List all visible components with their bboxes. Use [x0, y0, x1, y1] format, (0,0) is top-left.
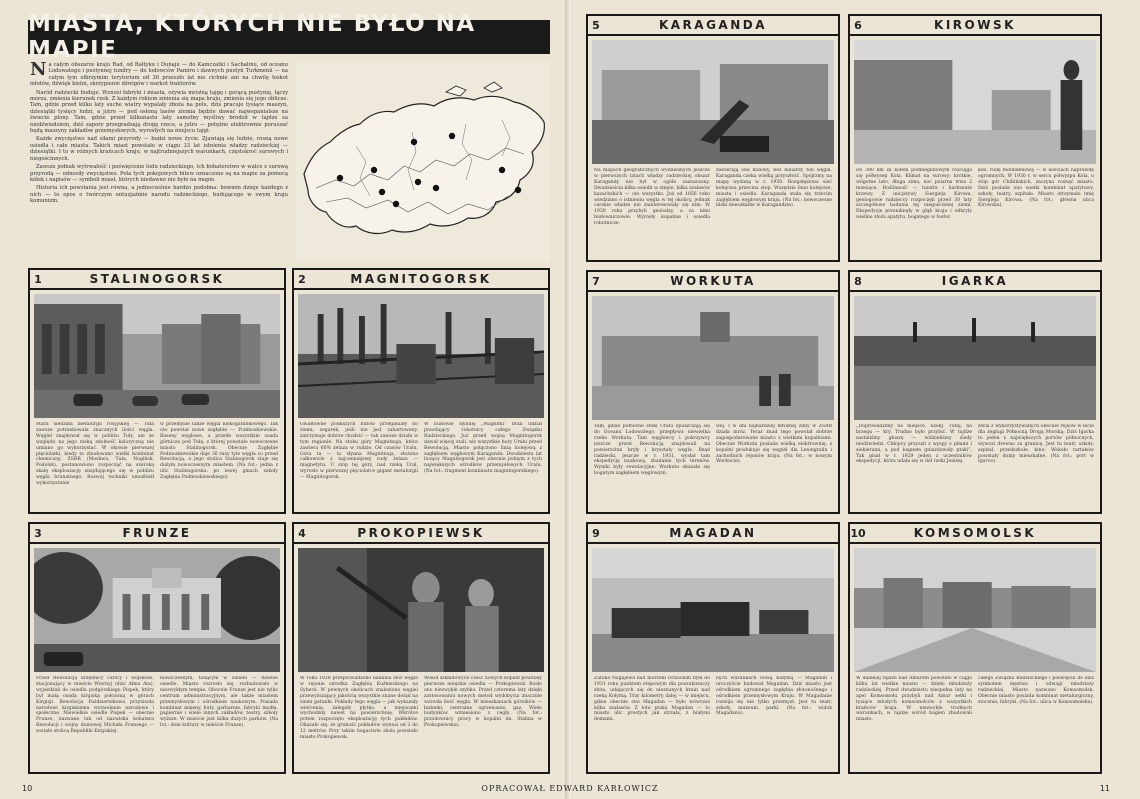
panel-number: 10: [850, 526, 866, 540]
left-page: [0, 0, 568, 799]
page-number-left: 10: [22, 784, 33, 793]
panel-number: 7: [592, 274, 600, 288]
panel-text: [594, 424, 832, 508]
panel-text-column: Zatoka Nagajewa nad morzem Ochockim była do 1931 roku punktem etapowym dla poszukiwaczy złota, udających się do nieznanych krain nad rzeką Kołymą. Trzy kilometry dalej — w miejscu, gdzie obecnie stoi Magadan — było wówczas kilka szałasów. Z lotu ptaka Magadan — to miasto ulic prostych jak strzała, z białymi domami.: [594, 676, 710, 723]
panel-text-column: zeria z wykorzystywanych obecnie rejsów w lecie dla żeglugi Północną Drogą Morską. Dziś Igarka to jeden z największych portów północnych, wywozi drewno za granicę. Jest tu teatr, szkoły, szpital, przedszkole, kino. Wokoło tartaków powstały domy mieszkalne. (Na fot.: port w Igarce).: [978, 424, 1094, 465]
panel-text-column: Stara siedziba metalurgii rosyjskiej — Tuła zawsze potrzebowała znacznych ilości węgla. Węgiel znajdował się w pobliżu Tuły, ale ze względu na jego niską zdolność kaloryczną nie umiano go wykorzystać. W okresie pierwszej pięciolatki, kiedy to zbudowano wielki kombinat chemiczny, ZSRR (Moskwa, Tuła, Nogińsk, Podolsk), postanowiono rozpocząć na szeroką skalę eksploatację znajdującego się w pobliżu węgla brunatnego. Rozwój techniki umożliwił wykorzystanie: [36, 422, 154, 487]
panel-text-column: W roku 1928 przeprowadzono badania złóż węgla w rejonie ośrodka Zagłębia Kuźnieckiego na Syberii. W pewnych okolicach znaleziono węgiel przewyższający jakością wszystkie znane dotąd na ziemi gatunki. Pokłady tego węgla — jak wykazały wiercenia, zalegały płytko, a miejscami wychodziły nawet na powierzchnię. Wkrótce potem rozpoczęto eksploatację tych pokładów. Okazało się, że grubość pokładów wynosi od 2 do 12 metrów. Przy takim bogactwie złoża powstało miasto Prokopiewsk.: [300, 676, 418, 741]
photo-frunze: [34, 548, 280, 672]
panel-city-name: WORKUTA: [670, 274, 756, 288]
panel-number: 9: [592, 526, 600, 540]
panel-number: 1: [34, 272, 42, 286]
panel-city-name: KIROWSK: [934, 18, 1016, 32]
ussr-map: [296, 62, 550, 262]
panel-prokopiewsk: [292, 522, 550, 774]
photo-igarka: [854, 296, 1096, 420]
panel-text: [856, 676, 1094, 768]
panel-kirowsk: [848, 14, 1102, 262]
panel-number: 8: [854, 274, 862, 288]
panel-text: [36, 422, 278, 508]
intro-paragraph: Naród radziecki buduje. Wznosi fabryki i miasta, ożywia mroźną tajgę i gorącą pustynię, łączy morza, zmienia kierunek rzek. Z każdym rokiem zmienia się mapa kraju, zmienia się jego oblicze. Tam, gdzie przed kilku laty suche wiatry wypalały zboża na polu, dziś pracuje tysiące maszyn, dziesiątki tysięcy ludzi, a jutro — pod osłoną lasów ziemia będzie dawać najwspanialsze na świecie plony. Tam, gdzie przed kilkunastu laty samotny myśliwy brodził w tajdze za niedźwiedziem, dziś zapory przegradzają drogę rzece, a jutro — potężne elektrownie poruszać będą maszyny zakładów przemysłowych, wyrosłych na miejscu tajgi.: [30, 89, 288, 135]
panel-city-name: STALINOGORSK: [89, 272, 225, 286]
panel-text-column: kiel, rudę molibdenową — w ilościach naprawdę ogromnych. W 1930 r. w sercu półwyspu Kola, u stóp gór Chibińskich, zaczyna rosnąć miasto. Dziś posiada ono wielki kombinat apatytowy, szkoły, teatry, szpitale. Miasto otrzymało imię Siergieja Kirowa. (Na fot.: główna ulica Kirowska).: [978, 168, 1094, 209]
intro-paragraph: Zawsze jednak wytrwałość i poświęcenie ludu radzieckiego, ich bohaterstwo w walce z surową przyrodą — odnosiły zwycięstwo. Pola tych pokojowych bitew oznaczone są na mapie za pomocą kółek i napisów — symboli miast, których niedawno nie było na mapie.: [30, 164, 288, 183]
panel-header: [850, 16, 1100, 36]
panel-number: 2: [298, 272, 306, 286]
panel-magnitogorsk: [292, 268, 550, 514]
panel-text-column: Przed Rewolucją urzędnicy carscy i wojskowi, stacjonujący w mieście Wiernyj (dziś Ałma Ata), wyjeżdżali do osiedla podgórskiego Pispek, który był małą osadą kirgiską położoną w górach Kirgizji. Rewolucja Październikowa przyniosła narodowi kirgiskiemu wyzwolenie narodowe i społeczne. Niewielkie osiedle Pispek — obecnie Frunze, nazwane tak od nazwiska bohatera Rewolucji i wojny domowej Michała Frunzego — zostało stolicą Republiki Kirgiskiej.: [36, 676, 154, 735]
right-page: [572, 0, 1140, 799]
panel-header: [588, 16, 838, 36]
panel-text-column: Tam, gdzie północne stoki Uralu opuszczają się do Oceanu Lodowatego, przepływa niewielka rzeka Workuta. Tam węglowcy i pokrzywcy jeszcze przed Rewolucją znajdowali na powierzchni bryły i kryształy węgla. Rząd radziecki, jeszcze w r. 1931, wysłał tam ekspedycję naukową, zbadanie tych terenów. Wyniki były rewelacyjne: Workuta okazała się bogatym zagłębiem węglowym.: [594, 424, 710, 477]
panel-header: [30, 524, 284, 544]
panel-header: [850, 272, 1100, 292]
photo-komsomolsk: [854, 548, 1096, 672]
panel-number: 6: [854, 18, 862, 32]
photo-karaganda: [592, 40, 834, 164]
panel-header: [850, 524, 1100, 544]
panel-text-column: Na mapach geograficznych wydawanych jeszcze w pierwszych latach władzy radzieckiej obszar Karagandy nie był w ogóle zaznaczony. Dwadzieścia kilka osiedli w stepie, kilka szałasów kazachskich — oto wszystko. Już od 1856 roku wiedziano o istnieniu węgla w tej okolicy, jednak carskie władze nie zainteresowały się nim. W 1930 roku przybyli geolodzy, a za nimi budowniczowie. Wyrosły kopalnie i osiedla robotnicze.: [594, 168, 710, 227]
panel-magadan: [586, 522, 840, 774]
panel-text-column: nych warunkach nową Kołymą — Magadan i uroczyście budował Magadan. Dziś miasto jest ośrodkiem ogromnego zagłębia złotonośnego i ośrodkiem przemysłowym Kraju. W Magadanie rozwija się nie tylko przemysł. Jest tu teatr, szkoły, muzeum, parki. (Na fot.: widok Magadanu).: [716, 676, 832, 717]
panel-header: [294, 270, 548, 290]
panel-text-column: W dalekiej tajdze nad Amurem powstało w ciągu kilku lat wielkie miasto — dzieło młodzieży radzieckiej. Przed dwudziestu niespełna laty na apel Komsomołu przybyli nad Amur setki i tysiące młodych komsomolców z wszystkich krańców kraju. W niezwykle trudnych warunkach, w tajdze wśród bagien zbudowali miasto.: [856, 676, 972, 723]
photo-magadan: [592, 548, 834, 672]
panel-number: 5: [592, 18, 600, 32]
panel-city-name: PROKOPIEWSK: [357, 526, 485, 540]
article-intro: [30, 62, 288, 262]
panel-workuta: [586, 270, 840, 514]
article-title: MIASTA, KTÓRYCH NIE BYŁO NA MAPIE: [28, 20, 550, 54]
intro-paragraph: Na całym obszarze kraju Rad, od Bałtyku i Dunaju — do Kamczatki i Sachalinu, od oceanu Lodowatego i pustynnej tundry — do lodowców Pamiru i dawnych pustyń Turkmenii — na całym tym olbrzymim terytorium od 30 przeszło lat nie cichnie ani na chwilę łoskot młotów, dźwięk kielni, skrzypienie dźwigów i warkot traktorów.: [30, 62, 288, 88]
panel-text-column: w przemyśle także węgla niskogatunkowego. Tak oto powstał nowe zagłębie — Podmoskiewskie. Baseny węglowe, a przede wszystkim osada górnicza pod Tułą, z której powstało nowoczesne miasto Stalinogorsk. Obecnie Zagłębie Podmoskiewskie daje 36 razy tyle węgla co przed Rewolucją, a jego stolica Stalinogorsk staje się dużym nowoczesnym miastem. (Na fot.: jedna z ulic Stalinogorska: po lewej gmach szkoły Zagłębia Podmoskiewskiego).: [160, 422, 278, 481]
panel-text-column: Do 380 km za kołem podbiegunowym rozciąga się półwysep Kola. Klimat na surowy: krótkie, wilgotne lato, długa zima, noc polarna trwa 2 miesiące. Roślinność — tundra i karłowate krzewy. Z inicjatywy Siergieja Kirowa, geologowie radzieccy rozpoczęli przed 30 laty szczegółowe badania tej niegościnnej ziemi. Ekspedycje przeniknęły w głąb kraju i odkryły wielkie złoża apatytu, bogatego w fosfor.: [856, 168, 972, 221]
panel-text-column: wej. I w dni najbardziej mroźnej zimy w ZSRR działa mróz. Teraz znad tego powstał dobrze zagospodarowane miasto z wielkimi kopalniami. Obecnie Workuta posiada wielką elektrownię, z kopalni produkuje się węgiel dla Leningradu i zachodnich rejonów kraju. (Na fot.: w nowym Workucie).: [716, 424, 832, 465]
panel-city-name: MAGNITOGORSK: [350, 272, 492, 286]
panel-text-column: całego Związku Radzieckiego i poświęcili do dziś symbolem męstwa i odwagi młodzieży radzieckiej. Miasto nazwano Komsomolsk. Obecnie miasto posiada kombinat metalurgiczny, stocznie, fabryki. (Na fot.: ulica w Komsomolsku).: [978, 676, 1094, 705]
panel-text: [300, 676, 542, 768]
intro-paragraph: Każde zwycięstwo nad siłami przyrody — budzi nowe życie. Zjawiają się ludzie, rosną nowe osiedla i całe miasta. Takich miast powstało w ciągu 33 lat istnienia władzy radzieckiej — dziesiątki. I to w różnych krańcach kraju, w najtrudniejszych warunkach, częstokroć surowych i niegościnnych.: [30, 136, 288, 162]
panel-text: [36, 676, 278, 768]
panel-text-column: W budowie słynnej „Magnitki” brali udział przodujący robotnicy całego Związku Radzieckiego. Już przed wojną Magnitogorsk dawał więcej stali, niż wszystkie huty Uralu przed Rewolucją. Miasto połączono linią kolejową z zagłębiem węglowym Karaganda. Dwudziestu lat liczący Magnitogorsk jest obecnie jednym z tych największych ośrodków przemysłowych Uralu. (Na fot.: fragment kombinatu magnitogorskiego).: [424, 422, 542, 475]
panel-number: 4: [298, 526, 306, 540]
ussr-map-drawing: [296, 62, 550, 262]
photo-workuta: [592, 296, 834, 420]
panel-text: [594, 168, 832, 256]
panel-city-name: IGARKA: [941, 274, 1009, 288]
drop-cap: N: [30, 62, 47, 80]
panel-text-column: nowoczesnym, tonącym w zieleni — dawnie osiedle. Miasto rozrosło się, rozbudowało w niezwykłym tempie. Obecnie Frunze jest nie tylko centrum administracyjnym, ale także miastem przemysłowym i ośrodkiem naukowym. Posiada kombinat mięsny, huty, garbarnie, fabryki mydła, papiernie i wiele innych zakładów, teatry, szkoły wyższe. W mieście jest kilka dużych parków. (Na fot.: dom kultury w mieście Frunze).: [160, 676, 278, 729]
panel-city-name: MAGADAN: [669, 526, 757, 540]
photo-magnitogorsk: [298, 294, 544, 418]
page-number-right: 11: [1099, 784, 1110, 793]
panel-text-column: „Doprowadzimy na miejsce, Szołg. Tutaj, na brzegu — kry. Trudno było przybić. W tajdze zastaliśmy głuszę — widzieliśmy ślady niedźwiedzi. Chłopcy przyszli z wyspy z piłami i siekierami, a pod bagnem gniazdowały ptaki”. Tak pisał w r. 1929 jeden z uczestników ekspedycji, która udała się w dół rzeki Jenisej.: [856, 424, 972, 465]
panel-komsomolsk: [848, 522, 1102, 774]
author-credit: OPRACOWAŁ EDWARD KARŁOWICZ: [481, 784, 659, 793]
panel-text-column: Wokół szkładowych cześć nowych kopalń powstały pierwsze miejskie osiedla — Prokopiewsk. Rosło ono niezwykle szybko. Przed czterema laty dzięki zastosowaniu nowych metod wydobycia znacznie wzrosła ilość węgla. W mieszkaniach górników — łazienki, centralne ogrzewanie, gaz. Wiele budynków wzniesiono z cegły. (Na fot.: przodownicy pracy w kopalni im. Stalina w Prokopiewsku).: [424, 676, 542, 729]
panel-text: [300, 422, 542, 508]
panel-header: [588, 272, 838, 292]
photo-stalinogorsk: [34, 294, 280, 418]
panel-text-column: zawierają one miliony, bez miliardy ton węgla. Karaganda czeka wielką przyszłość. Spójrzmy na mapę wydaną w r. 1950. Rozgałęziona sieć kolejowa przecina step. Wszędzie linie kolejowe, miasta i osiedla. Karaganda stała się trzecim zagłębiem węglowym kraju. (Na fot.: nowoczesne bloki mieszkalne w Karagandzie).: [716, 168, 832, 209]
panel-city-name: KARAGANDA: [658, 18, 768, 32]
panel-text-column: Gwałtowne podkutych butów przeganiały do ziemi; zegarek, jeśli nie jest zahartowany, zatrzymuje dobrze chodzić — tak zawsze działa w tym regionie. Na stoku góry Magnitnaja, która zawiera 60% żelaza w rudzie. Od czasów Uralu, Góra ta — to słynna Magnitnaja, złożona całkowicie z najcenniejszej rudy żelaza — magnetytu. U stóp tej góry, nad rzeką Ural, wyrosło w pierwszej pięciolatce gigant metalurgii — Magnitogorsk.: [300, 422, 418, 481]
photo-prokopiewsk: [298, 548, 544, 672]
photo-kirowsk: [854, 40, 1096, 164]
panel-igarka: [848, 270, 1102, 514]
panel-header: [588, 524, 838, 544]
panel-text: [856, 424, 1094, 508]
panel-city-name: FRUNZE: [122, 526, 192, 540]
panel-number: 3: [34, 526, 42, 540]
panel-header: [30, 270, 284, 290]
panel-stalinogorsk: [28, 268, 286, 514]
panel-text: [856, 168, 1094, 256]
panel-frunze: [28, 522, 286, 774]
panel-header: [294, 524, 548, 544]
panel-city-name: KOMSOMOLSK: [913, 526, 1037, 540]
panel-karaganda: [586, 14, 840, 262]
intro-paragraph: Historia ich powstania jest równa, a jednocześnie bardzo podobna: bowiem dzieje każdego z nich — to epos o twórczym entuzjaźmie narodu radzieckiego, budującego w swym kraju komunizm.: [30, 185, 288, 205]
panel-text: [594, 676, 832, 768]
